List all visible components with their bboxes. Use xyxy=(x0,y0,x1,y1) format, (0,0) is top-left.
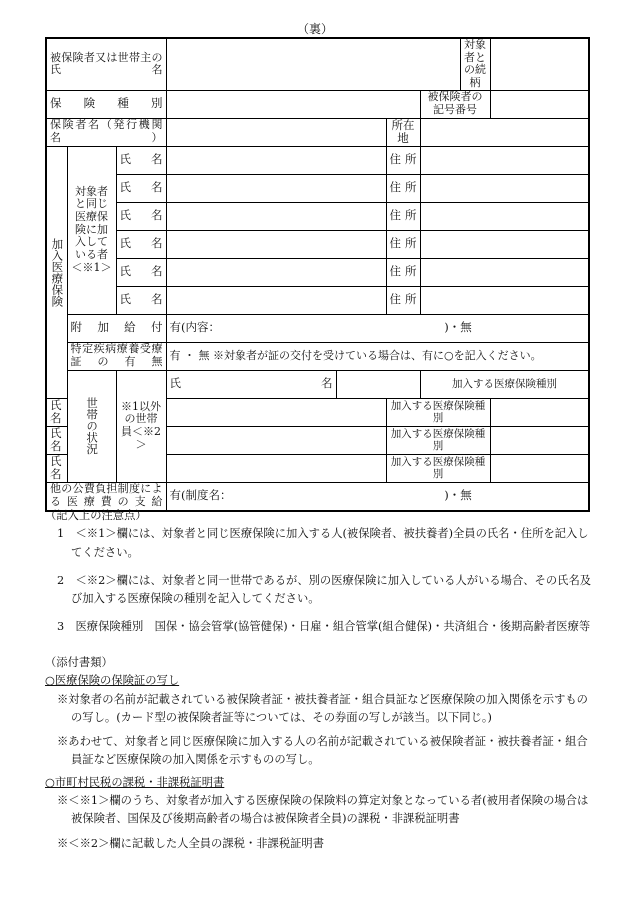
relationship-label: 対象者との続柄 xyxy=(460,38,490,90)
entry-notes xyxy=(45,507,593,637)
additional-benefit-value[interactable]: 有(内容： )・無 xyxy=(166,314,589,342)
member-name-label: 氏名 xyxy=(116,258,166,286)
insured-number-field[interactable] xyxy=(490,90,589,118)
member-name-field[interactable] xyxy=(166,230,386,258)
member-name-field[interactable] xyxy=(166,258,386,286)
insurance-kind-field[interactable] xyxy=(490,398,589,426)
household-name-field[interactable] xyxy=(166,398,386,426)
household-name-label: 氏名 xyxy=(46,398,67,426)
note-item-1: 1 ＜※1＞欄には、対象者と同じ医療保険に加入する人(被保険者、被扶養者)全員の氏名・住所を記入してください。 xyxy=(57,527,589,559)
member-name-label: 氏名 xyxy=(116,230,166,258)
insurer-name-field[interactable] xyxy=(166,118,386,146)
attachments-heading: （添付書類） xyxy=(45,656,113,669)
insurance-cert-text-2: ※あわせて、対象者と同じ医療保険に加入する人の名前が記載されている被保険者証・被扶養者証・組合員証など医療保険の加入関係を示すものの写し。 xyxy=(57,735,588,767)
household-name-label: 氏名 xyxy=(46,454,67,482)
member-name-field[interactable] xyxy=(166,146,386,174)
note-item-3: 3 医療保険種別 国保・協会管掌(協管健保)・日雇・組合管掌(組合健保)・共済組合・後期高齢者医療等 xyxy=(57,620,591,634)
insurance-type-field[interactable] xyxy=(166,90,420,118)
insurance-kind-label: 加入する医療保険種別 xyxy=(386,426,490,454)
member-address-label: 住所 xyxy=(386,174,420,202)
specific-disease-label: 特定疾病療養受療証の有無 xyxy=(67,342,166,370)
insured-name-field[interactable] xyxy=(166,38,460,90)
member-address-field[interactable] xyxy=(420,258,589,286)
member-address-label: 住所 xyxy=(386,286,420,314)
member-name-label: 氏名 xyxy=(116,202,166,230)
member-address-label: 住所 xyxy=(386,146,420,174)
household-name-label: 氏名 xyxy=(46,426,67,454)
insurer-address-label: 所在地 xyxy=(386,118,420,146)
member-name-label: 氏名 xyxy=(116,174,166,202)
tax-cert-heading: ○市町村民税の課税・非課税証明書 xyxy=(45,775,225,789)
member-address-label: 住所 xyxy=(386,202,420,230)
insurance-kind-field[interactable] xyxy=(490,426,589,454)
insurance-cert-heading: ○医療保険の保険証の写し xyxy=(45,674,180,688)
notes-heading: （記入上の注意点） xyxy=(45,509,147,522)
relationship-field[interactable] xyxy=(490,38,589,90)
tax-cert-text-2: ※＜※2＞欄に記載した人全員の課税・非課税証明書 xyxy=(57,836,325,850)
member-name-label: 氏名 xyxy=(116,146,166,174)
insurance-kind-label: 加入する医療保険種別 xyxy=(420,370,589,398)
insurance-type-label: 保険種別 xyxy=(46,90,166,118)
specific-disease-value[interactable]: 有 ・ 無 ※対象者が証の交付を受けている場合は、有に○を記入ください。 xyxy=(166,342,589,370)
group2-inner-label: ※1以外の世帯員＜※2＞ xyxy=(116,370,166,482)
insurance-kind-field[interactable] xyxy=(490,454,589,482)
public-expense-value[interactable]: 有(制度名： )・無 xyxy=(166,482,589,511)
member-address-field[interactable] xyxy=(420,146,589,174)
member-address-field[interactable] xyxy=(420,174,589,202)
household-name-field[interactable] xyxy=(166,426,386,454)
insured-number-label: 被保険者の記号番号 xyxy=(420,90,490,118)
member-name-field[interactable] xyxy=(166,202,386,230)
insurance-kind-label: 加入する医療保険種別 xyxy=(386,398,490,426)
public-expense-label: 他の公費負担制度による医療費の支給 xyxy=(46,482,166,511)
member-address-field[interactable] xyxy=(420,286,589,314)
household-name-field[interactable] xyxy=(166,454,386,482)
insurance-kind-label: 加入する医療保険種別 xyxy=(386,454,490,482)
member-name-field[interactable] xyxy=(166,286,386,314)
additional-benefit-label: 附加給付 xyxy=(67,314,166,342)
household-name-label: 氏名 xyxy=(166,370,336,398)
group2-side-label: 世帯の状況 xyxy=(67,370,116,482)
insured-name-label: 被保険者又は世帯主の氏名 xyxy=(46,38,166,90)
household-name-field[interactable] xyxy=(336,370,420,398)
page-label: （裏） xyxy=(296,22,333,36)
member-address-field[interactable] xyxy=(420,230,589,258)
insurer-name-label: 保険者名（発行機関名） xyxy=(46,118,166,146)
group1-inner-label: 対象者と同じ医療保険に加入している者＜※1＞ xyxy=(67,146,116,314)
member-name-label: 氏名 xyxy=(116,286,166,314)
member-address-label: 住所 xyxy=(386,230,420,258)
note-item-2: 2 ＜※2＞欄には、対象者と同一世帯であるが、別の医療保険に加入している人がいる場合、その氏名及び加入する医療保険の種別を記入してください。 xyxy=(57,573,592,606)
member-address-field[interactable] xyxy=(420,202,589,230)
member-name-field[interactable] xyxy=(166,174,386,202)
member-address-label: 住所 xyxy=(386,258,420,286)
group1-side-label: 加入医療保険 xyxy=(46,146,67,398)
tax-cert-text-1: ※＜※1＞欄のうち、対象者が加入する医療保険の保険料の算定対象となっている者(被用者保険の場合は被保険者、国保及び後期高齢者の場合は被保険者全員)の課税・非課税証明書 xyxy=(57,794,589,826)
insurer-address-field[interactable] xyxy=(420,118,589,146)
application-form-table xyxy=(45,37,590,512)
insurance-cert-text-1: ※対象者の名前が記載されている被保険者証・被扶養者証・組合員証など医療保険の加入関係を示すものの写し。(カード型の被保険者証等については、その券面の写しが該当。以下同じ。) xyxy=(57,692,588,724)
attachments-section xyxy=(45,654,593,853)
